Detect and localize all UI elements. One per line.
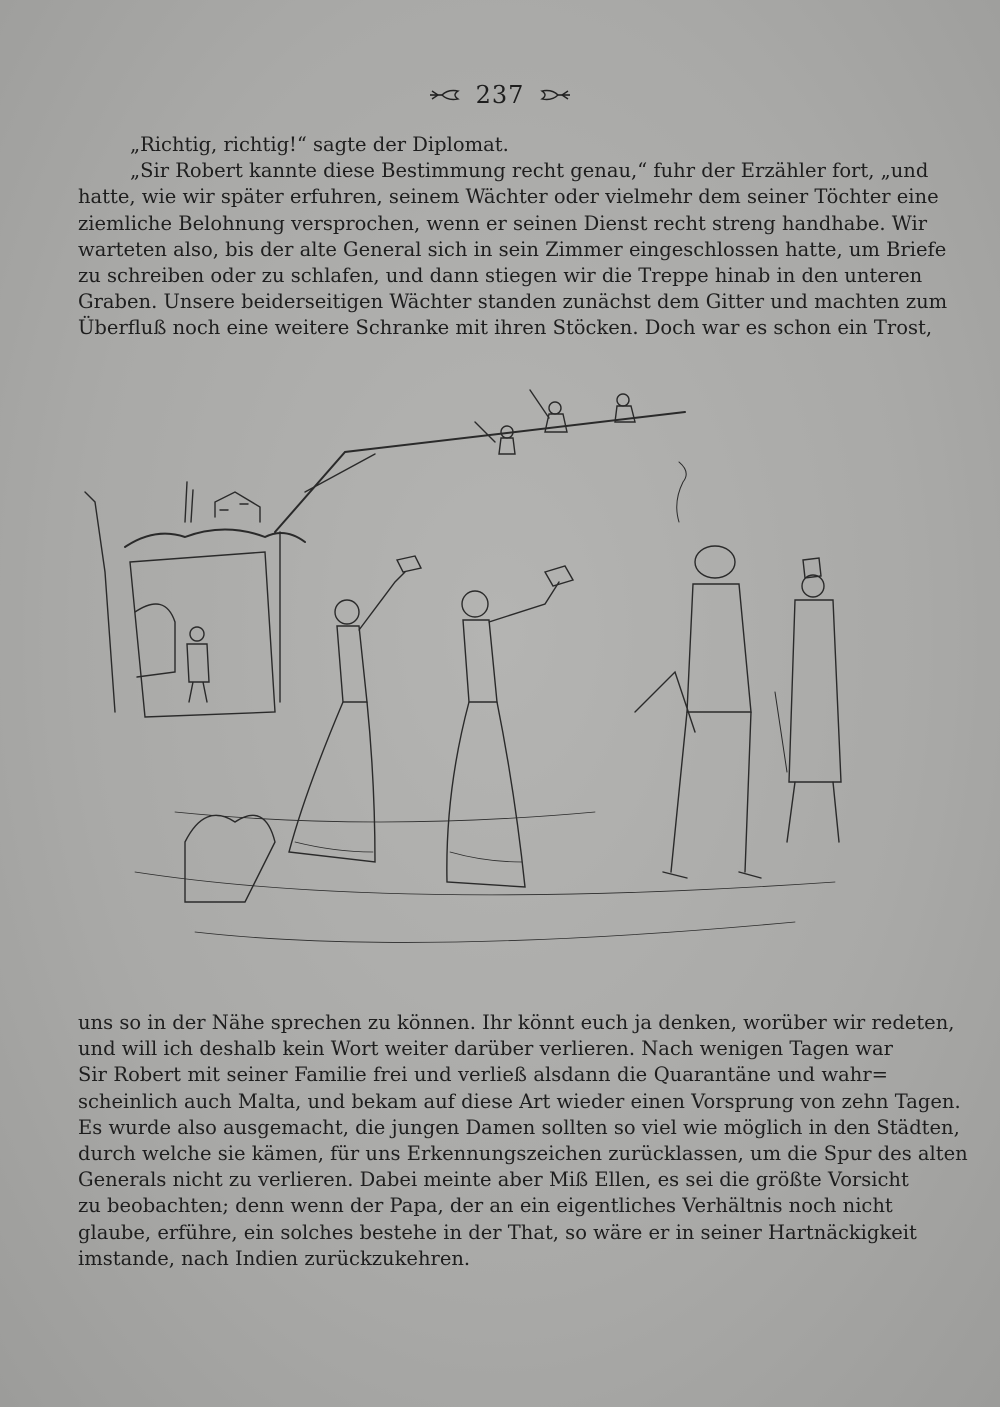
page-number: 237 [475, 81, 525, 109]
text-line: „Richtig, richtig!“ sagte der Diplomat. [130, 133, 509, 156]
text-block-top [78, 132, 948, 342]
text-line: Es wurde also ausgemacht, die jungen Damen sollten so viel wie möglich in den Städten, [78, 1115, 960, 1139]
text-line: scheinlich auch Malta, und bekam auf diese Art wieder einen Vorsprung von zehn Tagen. [78, 1089, 961, 1113]
text-line: und will ich deshalb kein Wort weiter darüber verlieren. Nach wenigen Tagen war [78, 1037, 893, 1061]
leaf-ornament-left-icon [428, 87, 462, 103]
leaf-ornament-right-icon [538, 87, 572, 103]
text-line: hatte, wie wir später erfuhren, seinem Wächter oder vielmehr dem seiner Töchter eine [78, 185, 939, 209]
text-line: zu schreiben oder zu schlafen, und dann stiegen wir die Treppe hinab in den unteren [78, 264, 923, 288]
text-line: Sir Robert mit seiner Familie frei und verließ alsdann die Quarantäne und wahr= [78, 1063, 888, 1087]
illustration [75, 372, 905, 972]
text-line: uns so in der Nähe sprechen zu können. Ihr könnt euch ja denken, worüber wir redeten, [78, 1011, 955, 1034]
text-line: ziemliche Belohnung versprochen, wenn er seinen Dienst recht streng handhabe. Wir [78, 211, 928, 235]
text-line: warteten also, bis der alte General sich in sein Zimmer eingeschlossen hatte, um Briefe [78, 237, 947, 261]
text-line: „Sir Robert kannte diese Bestimmung recht genau,“ fuhr der Erzähler fort, „und [130, 159, 929, 183]
text-line: zu beobachten; denn wenn der Papa, der an ein eigentliches Verhältnis noch nicht [78, 1194, 893, 1218]
page-header [0, 78, 1000, 112]
text-line: imstande, nach Indien zurückzukehren. [78, 1246, 471, 1270]
text-line: durch welche sie kämen, für uns Erkennungszeichen zurücklassen, um die Spur des alten [78, 1142, 968, 1166]
text-block-bottom [78, 1010, 968, 1272]
text-line: Überfluß noch eine weitere Schranke mit ihren Stöcken. Doch war es schon ein Trost, [78, 316, 933, 340]
text-line: Graben. Unsere beiderseitigen Wächter standen zunächst dem Gitter und machten zum [78, 290, 948, 314]
text-line: Generals nicht zu verlieren. Dabei meinte aber Miß Ellen, es sei die größte Vorsicht [78, 1168, 909, 1192]
text-line: glaube, erführe, ein solches bestehe in der That, so wäre er in seiner Hartnäckigkeit [78, 1220, 917, 1244]
